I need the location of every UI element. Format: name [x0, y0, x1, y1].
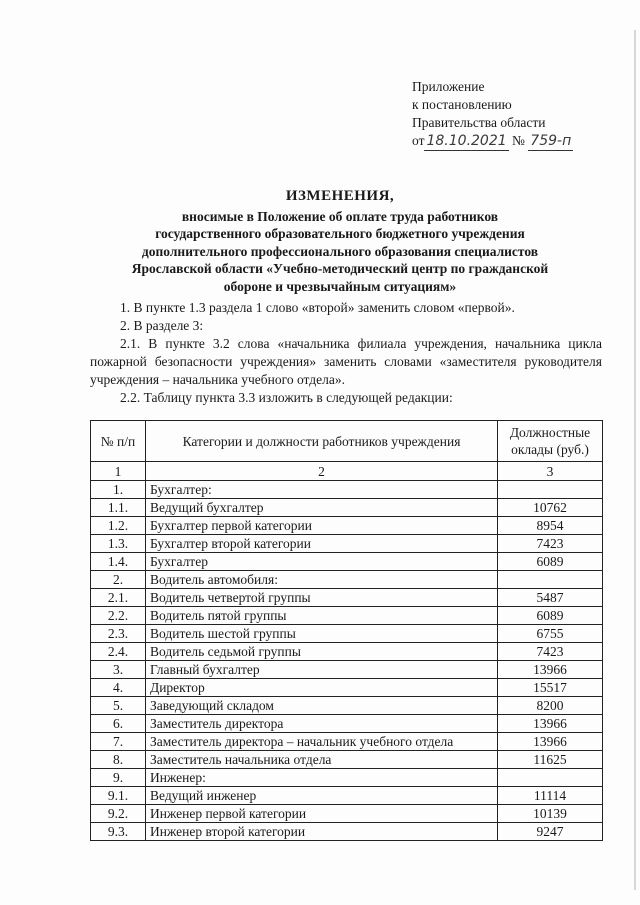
- table-row: [91, 679, 603, 697]
- header-number: № п/п: [91, 421, 146, 462]
- table-row: [91, 517, 603, 535]
- row-position: Водитель седьмой группы: [146, 643, 498, 661]
- paragraph-1: 1. В пункте 1.3 раздела 1 слово «второй» заменить словом «первой».: [120, 300, 515, 315]
- table-row: [91, 823, 603, 841]
- table-row: [91, 553, 603, 571]
- table-row: [91, 733, 603, 751]
- row-position: Бухгалтер первой категории: [146, 517, 498, 535]
- table-row: [91, 661, 603, 679]
- row-number: 1.1.: [91, 499, 146, 517]
- table-row: [91, 607, 603, 625]
- row-number: 1.3.: [91, 535, 146, 553]
- table-row: [91, 589, 603, 607]
- document-title: [80, 188, 600, 295]
- salary-table: [90, 420, 603, 841]
- title-line: дополнительного профессионального образования специалистов: [141, 243, 539, 259]
- table-row: [91, 787, 603, 805]
- row-salary: 6089: [498, 553, 603, 571]
- row-number: 2.2.: [91, 607, 146, 625]
- row-salary: 13966: [498, 733, 603, 751]
- row-position: Заместитель начальника отдела: [146, 751, 498, 769]
- salary-table-body: [91, 481, 603, 841]
- table-row: [91, 697, 603, 715]
- document-body: [90, 299, 602, 407]
- appendix-line-3: Правительства области: [412, 115, 546, 130]
- table-row: [91, 571, 603, 589]
- row-salary: 11625: [498, 751, 603, 769]
- column-number-2: 2: [146, 462, 498, 481]
- column-number-1: 1: [91, 462, 146, 481]
- table-row: [91, 715, 603, 733]
- appendix-line-2: к постановлению: [412, 97, 512, 112]
- row-salary: 7423: [498, 643, 603, 661]
- row-position: Водитель пятой группы: [146, 607, 498, 625]
- row-number: 1.4.: [91, 553, 146, 571]
- row-salary: 6089: [498, 607, 603, 625]
- row-number: 1.2.: [91, 517, 146, 535]
- column-number-3: 3: [498, 462, 603, 481]
- table-row: [91, 535, 603, 553]
- row-number: 2.1.: [91, 589, 146, 607]
- row-number: 9.: [91, 769, 146, 787]
- handwritten-number: 759-п: [530, 133, 572, 149]
- row-position: Инженер первой категории: [146, 805, 498, 823]
- table-row: [91, 499, 603, 517]
- row-position: Водитель автомобиля:: [146, 571, 498, 589]
- row-salary: [498, 481, 603, 499]
- scan-edge: [634, 30, 636, 890]
- title-line: вносимые в Положение об оплате труда работников: [181, 208, 499, 224]
- row-position: Директор: [146, 679, 498, 697]
- row-position: Бухгалтер второй категории: [146, 535, 498, 553]
- header-salary: Должностные оклады (руб.): [498, 421, 603, 462]
- table-row: [91, 643, 603, 661]
- row-number: 7.: [91, 733, 146, 751]
- row-number: 5.: [91, 697, 146, 715]
- appendix-header: [412, 78, 573, 151]
- row-number: 4.: [91, 679, 146, 697]
- title-main: ИЗМЕНЕНИЯ,: [285, 188, 395, 204]
- row-position: Инженер:: [146, 769, 498, 787]
- row-number: 3.: [91, 661, 146, 679]
- row-salary: 13966: [498, 661, 603, 679]
- row-salary: 10139: [498, 805, 603, 823]
- header-category: Категории и должности работников учреждения: [146, 421, 498, 462]
- row-number: 2.: [91, 571, 146, 589]
- row-salary: 8200: [498, 697, 603, 715]
- row-salary: 8954: [498, 517, 603, 535]
- row-number: 2.4.: [91, 643, 146, 661]
- title-line: Ярославской области «Учебно-методический центр по гражданской: [131, 261, 549, 276]
- row-salary: 15517: [498, 679, 603, 697]
- row-salary: 6755: [498, 625, 603, 643]
- row-number: 6.: [91, 715, 146, 733]
- row-salary: [498, 769, 603, 787]
- row-position: Заместитель директора: [146, 715, 498, 733]
- appendix-line-1: Приложение: [412, 79, 485, 94]
- row-number: 1.: [91, 481, 146, 499]
- row-position: Бухгалтер: [146, 553, 498, 571]
- row-salary: 13966: [498, 715, 603, 733]
- row-position: Главный бухгалтер: [146, 661, 498, 679]
- row-number: 9.1.: [91, 787, 146, 805]
- title-line: государственного образовательного бюджетного учреждения: [155, 226, 525, 241]
- row-salary: 7423: [498, 535, 603, 553]
- table-row: [91, 625, 603, 643]
- row-position: Бухгалтер:: [146, 481, 498, 499]
- title-line: обороне и чрезвычайным ситуациям»: [223, 278, 457, 294]
- row-salary: 10762: [498, 499, 603, 517]
- row-salary: 9247: [498, 823, 603, 841]
- row-salary: 11114: [498, 787, 603, 805]
- table-row: [91, 805, 603, 823]
- row-position: Ведущий бухгалтер: [146, 499, 498, 517]
- row-number: 2.3.: [91, 625, 146, 643]
- row-position: Заведующий складом: [146, 697, 498, 715]
- row-position: Заместитель директора – начальник учебного отдела: [146, 733, 498, 751]
- row-salary: 5487: [498, 589, 603, 607]
- paragraph-2: 2. В разделе 3:: [120, 318, 204, 333]
- row-position: Водитель шестой группы: [146, 625, 498, 643]
- row-position: Инженер второй категории: [146, 823, 498, 841]
- row-number: 9.3.: [91, 823, 146, 841]
- order-date-line: [412, 132, 573, 151]
- number-prefix: №: [512, 133, 525, 148]
- handwritten-date: 18.10.2021: [426, 133, 507, 149]
- row-position: Ведущий инженер: [146, 787, 498, 805]
- row-salary: [498, 571, 603, 589]
- table-row: [91, 751, 603, 769]
- row-number: 8.: [91, 751, 146, 769]
- table-row: [91, 481, 603, 499]
- row-number: 9.2.: [91, 805, 146, 823]
- paragraph-2-1: 2.1. В пункте 3.2 слова «начальника филиала учреждения, начальника цикла пожарной безопасности учреждения» заменить словами «заместителя руководителя учреждения – начальника учебного отдела».: [90, 336, 602, 387]
- table-row: [91, 769, 603, 787]
- paragraph-2-2: 2.2. Таблицу пункта 3.3 изложить в следующей редакции:: [120, 390, 453, 405]
- date-prefix: от: [412, 133, 425, 148]
- row-position: Водитель четвертой группы: [146, 589, 498, 607]
